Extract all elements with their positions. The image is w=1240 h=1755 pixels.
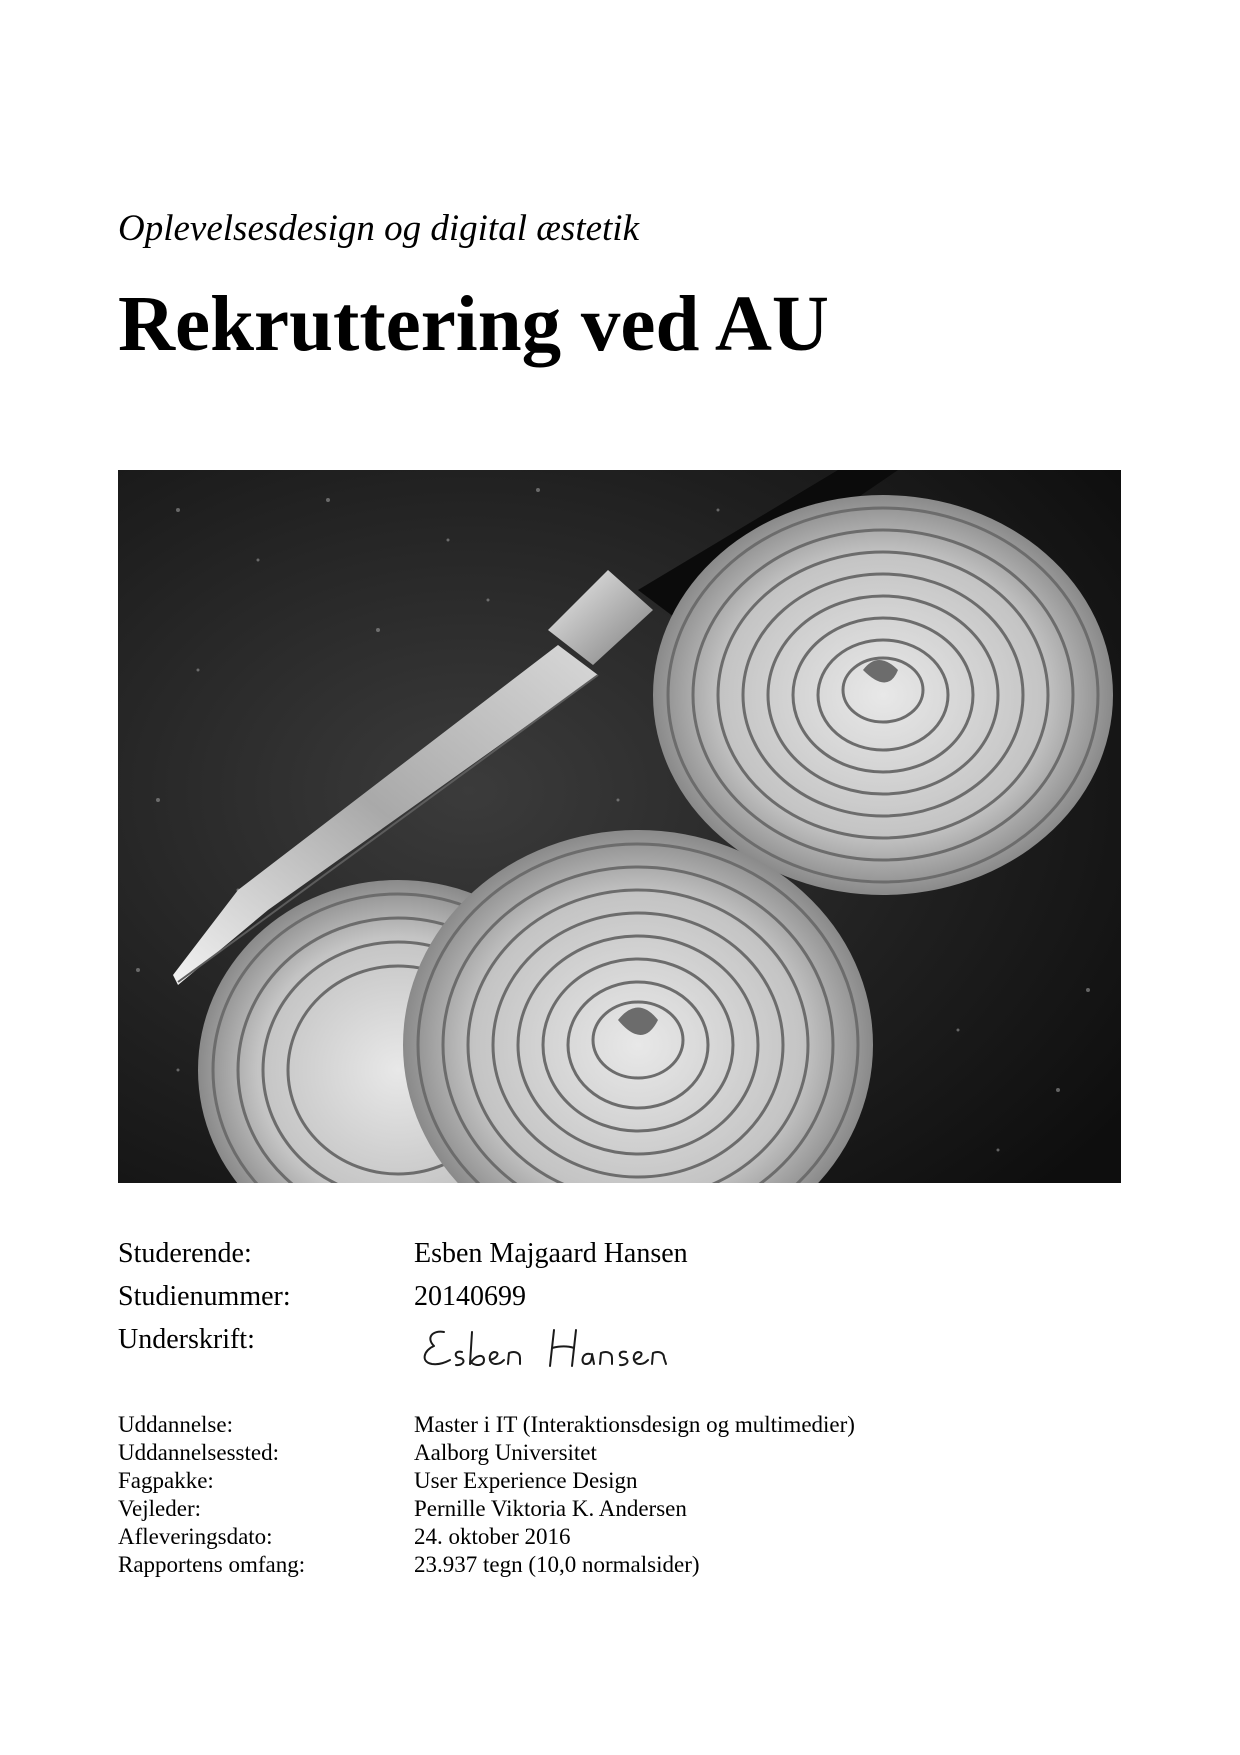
- meta-value: 23.937 tegn (10,0 normalsider): [414, 1552, 700, 1577]
- student-number-value: 20140699: [414, 1281, 526, 1312]
- meta-value: 24. oktober 2016: [414, 1524, 571, 1549]
- meta-value: Pernille Viktoria K. Andersen: [414, 1496, 687, 1521]
- student-name-value: Esben Majgaard Hansen: [414, 1238, 688, 1269]
- meta-label: Afleveringsdato:: [118, 1524, 273, 1549]
- signature-label: Underskrift:: [118, 1324, 255, 1355]
- meta-value: User Experience Design: [414, 1468, 638, 1493]
- course-subtitle: Oplevelsesdesign og digital æstetik: [118, 208, 639, 249]
- handwritten-signature: [414, 1320, 714, 1380]
- meta-value: Aalborg Universitet: [414, 1440, 597, 1465]
- meta-label: Vejleder:: [118, 1496, 202, 1521]
- report-title: Rekruttering ved AU: [118, 281, 829, 368]
- student-number-label: Studienummer:: [118, 1281, 291, 1312]
- meta-label: Rapportens omfang:: [118, 1552, 306, 1577]
- meta-label: Uddannelse:: [118, 1412, 233, 1437]
- meta-label: Uddannelsessted:: [118, 1440, 279, 1465]
- student-name-label: Studerende:: [118, 1238, 252, 1269]
- cover-photo: [118, 470, 1121, 1183]
- meta-label: Fagpakke:: [118, 1468, 214, 1493]
- meta-value: Master i IT (Interaktionsdesign og multimedier): [414, 1412, 855, 1437]
